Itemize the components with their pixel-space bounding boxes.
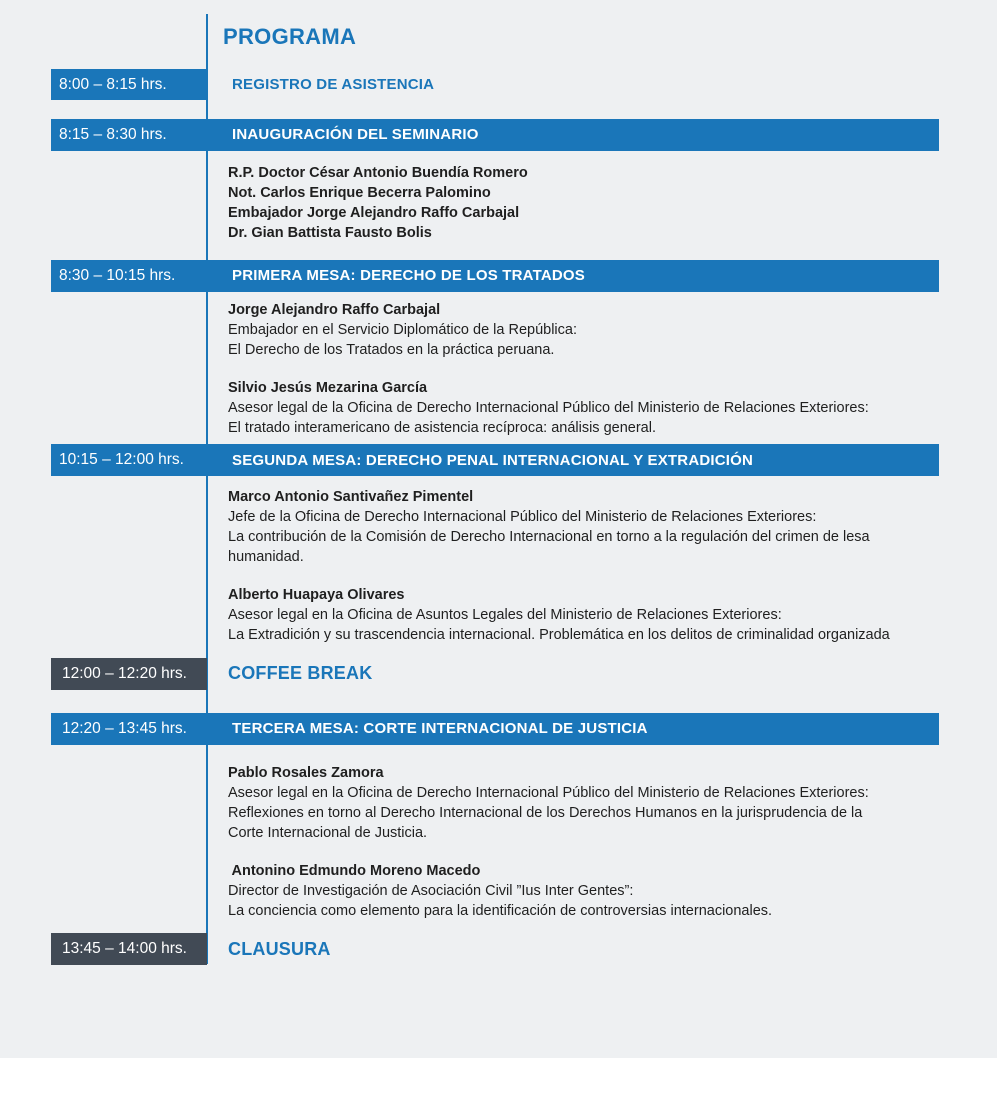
speaker-topic: La contribución de la Comisión de Derecho Internacional en torno a la regulación del crimen de lesa xyxy=(228,529,870,545)
speaker-topic: El Derecho de los Tratados en la práctica peruana. xyxy=(228,342,555,358)
speaker-topic: El tratado interamericano de asistencia recíproca: análisis general. xyxy=(228,420,656,436)
mesa1-speaker xyxy=(228,300,928,360)
inauguracion-name: R.P. Doctor César Antonio Buendía Romero xyxy=(228,165,528,181)
speaker-role: Jefe de la Oficina de Derecho Internacional Público del Ministerio de Relaciones Exteriores: xyxy=(228,509,817,525)
speaker-role: Asesor legal de la Oficina de Derecho Internacional Público del Ministerio de Relaciones Exteriores: xyxy=(228,400,869,416)
mesa1-time: 8:30 – 10:15 hrs. xyxy=(59,267,176,284)
speaker-topic: Corte Internacional de Justicia. xyxy=(228,825,428,841)
inauguracion-name: Not. Carlos Enrique Becerra Palomino xyxy=(228,185,491,201)
speaker-role: Asesor legal en la Oficina de Derecho Internacional Público del Ministerio de Relaciones Exteriores: xyxy=(228,785,869,801)
speaker-topic: La Extradición y su trascendencia internacional. Problemática en los delitos de criminalidad organizada xyxy=(228,627,890,643)
registro-title: REGISTRO DE ASISTENCIA xyxy=(232,76,435,93)
registro-time: 8:00 – 8:15 hrs. xyxy=(51,69,207,100)
speaker-name: Pablo Rosales Zamora xyxy=(228,765,384,781)
speaker-name: Jorge Alejandro Raffo Carbajal xyxy=(228,302,441,318)
clausura-title: CLAUSURA xyxy=(228,939,331,959)
mesa1-title: PRIMERA MESA: DERECHO DE LOS TRATADOS xyxy=(232,267,585,284)
inauguracion-time: 8:15 – 8:30 hrs. xyxy=(59,126,167,143)
speaker-name: Silvio Jesús Mezarina García xyxy=(228,380,428,396)
inauguracion-title: INAUGURACIÓN DEL SEMINARIO xyxy=(232,126,479,143)
speaker-name: Alberto Huapaya Olivares xyxy=(228,587,405,603)
inauguracion-name: Dr. Gian Battista Fausto Bolis xyxy=(228,225,432,241)
mesa2-speaker xyxy=(228,585,928,645)
mesa1-speaker xyxy=(228,378,928,438)
speaker-name: Antonino Edmundo Moreno Macedo xyxy=(228,863,481,879)
mesa2-speaker xyxy=(228,487,928,567)
mesa3-speaker xyxy=(228,861,928,921)
timeline-divider xyxy=(206,14,208,964)
speaker-role: Director de Investigación de Asociación Civil ”Ius Inter Gentes”: xyxy=(228,883,634,899)
speaker-role: Embajador en el Servicio Diplomático de la República: xyxy=(228,322,577,338)
inauguracion-name: Embajador Jorge Alejandro Raffo Carbajal xyxy=(228,205,520,221)
page-title: PROGRAMA xyxy=(223,24,357,49)
mesa3-time: 12:20 – 13:45 hrs. xyxy=(62,720,187,737)
speaker-topic: La conciencia como elemento para la identificación de controversias internacionales. xyxy=(228,903,773,919)
speaker-name: Marco Antonio Santivañez Pimentel xyxy=(228,489,474,505)
mesa2-time: 10:15 – 12:00 hrs. xyxy=(59,451,184,468)
clausura-time: 13:45 – 14:00 hrs. xyxy=(51,933,207,965)
mesa2-title: SEGUNDA MESA: DERECHO PENAL INTERNACIONAL Y EXTRADICIÓN xyxy=(232,452,754,469)
speaker-topic: Reflexiones en torno al Derecho Internacional de los Derechos Humanos en la jurisprudencia de la xyxy=(228,805,863,821)
mesa3-title: TERCERA MESA: CORTE INTERNACIONAL DE JUSTICIA xyxy=(232,720,648,737)
coffee-title: COFFEE BREAK xyxy=(228,663,373,683)
coffee-time: 12:00 – 12:20 hrs. xyxy=(51,658,207,690)
speaker-topic: humanidad. xyxy=(228,549,304,565)
inauguracion-names xyxy=(228,163,928,243)
mesa3-speaker xyxy=(228,763,928,843)
speaker-role: Asesor legal en la Oficina de Asuntos Legales del Ministerio de Relaciones Exteriores: xyxy=(228,607,782,623)
